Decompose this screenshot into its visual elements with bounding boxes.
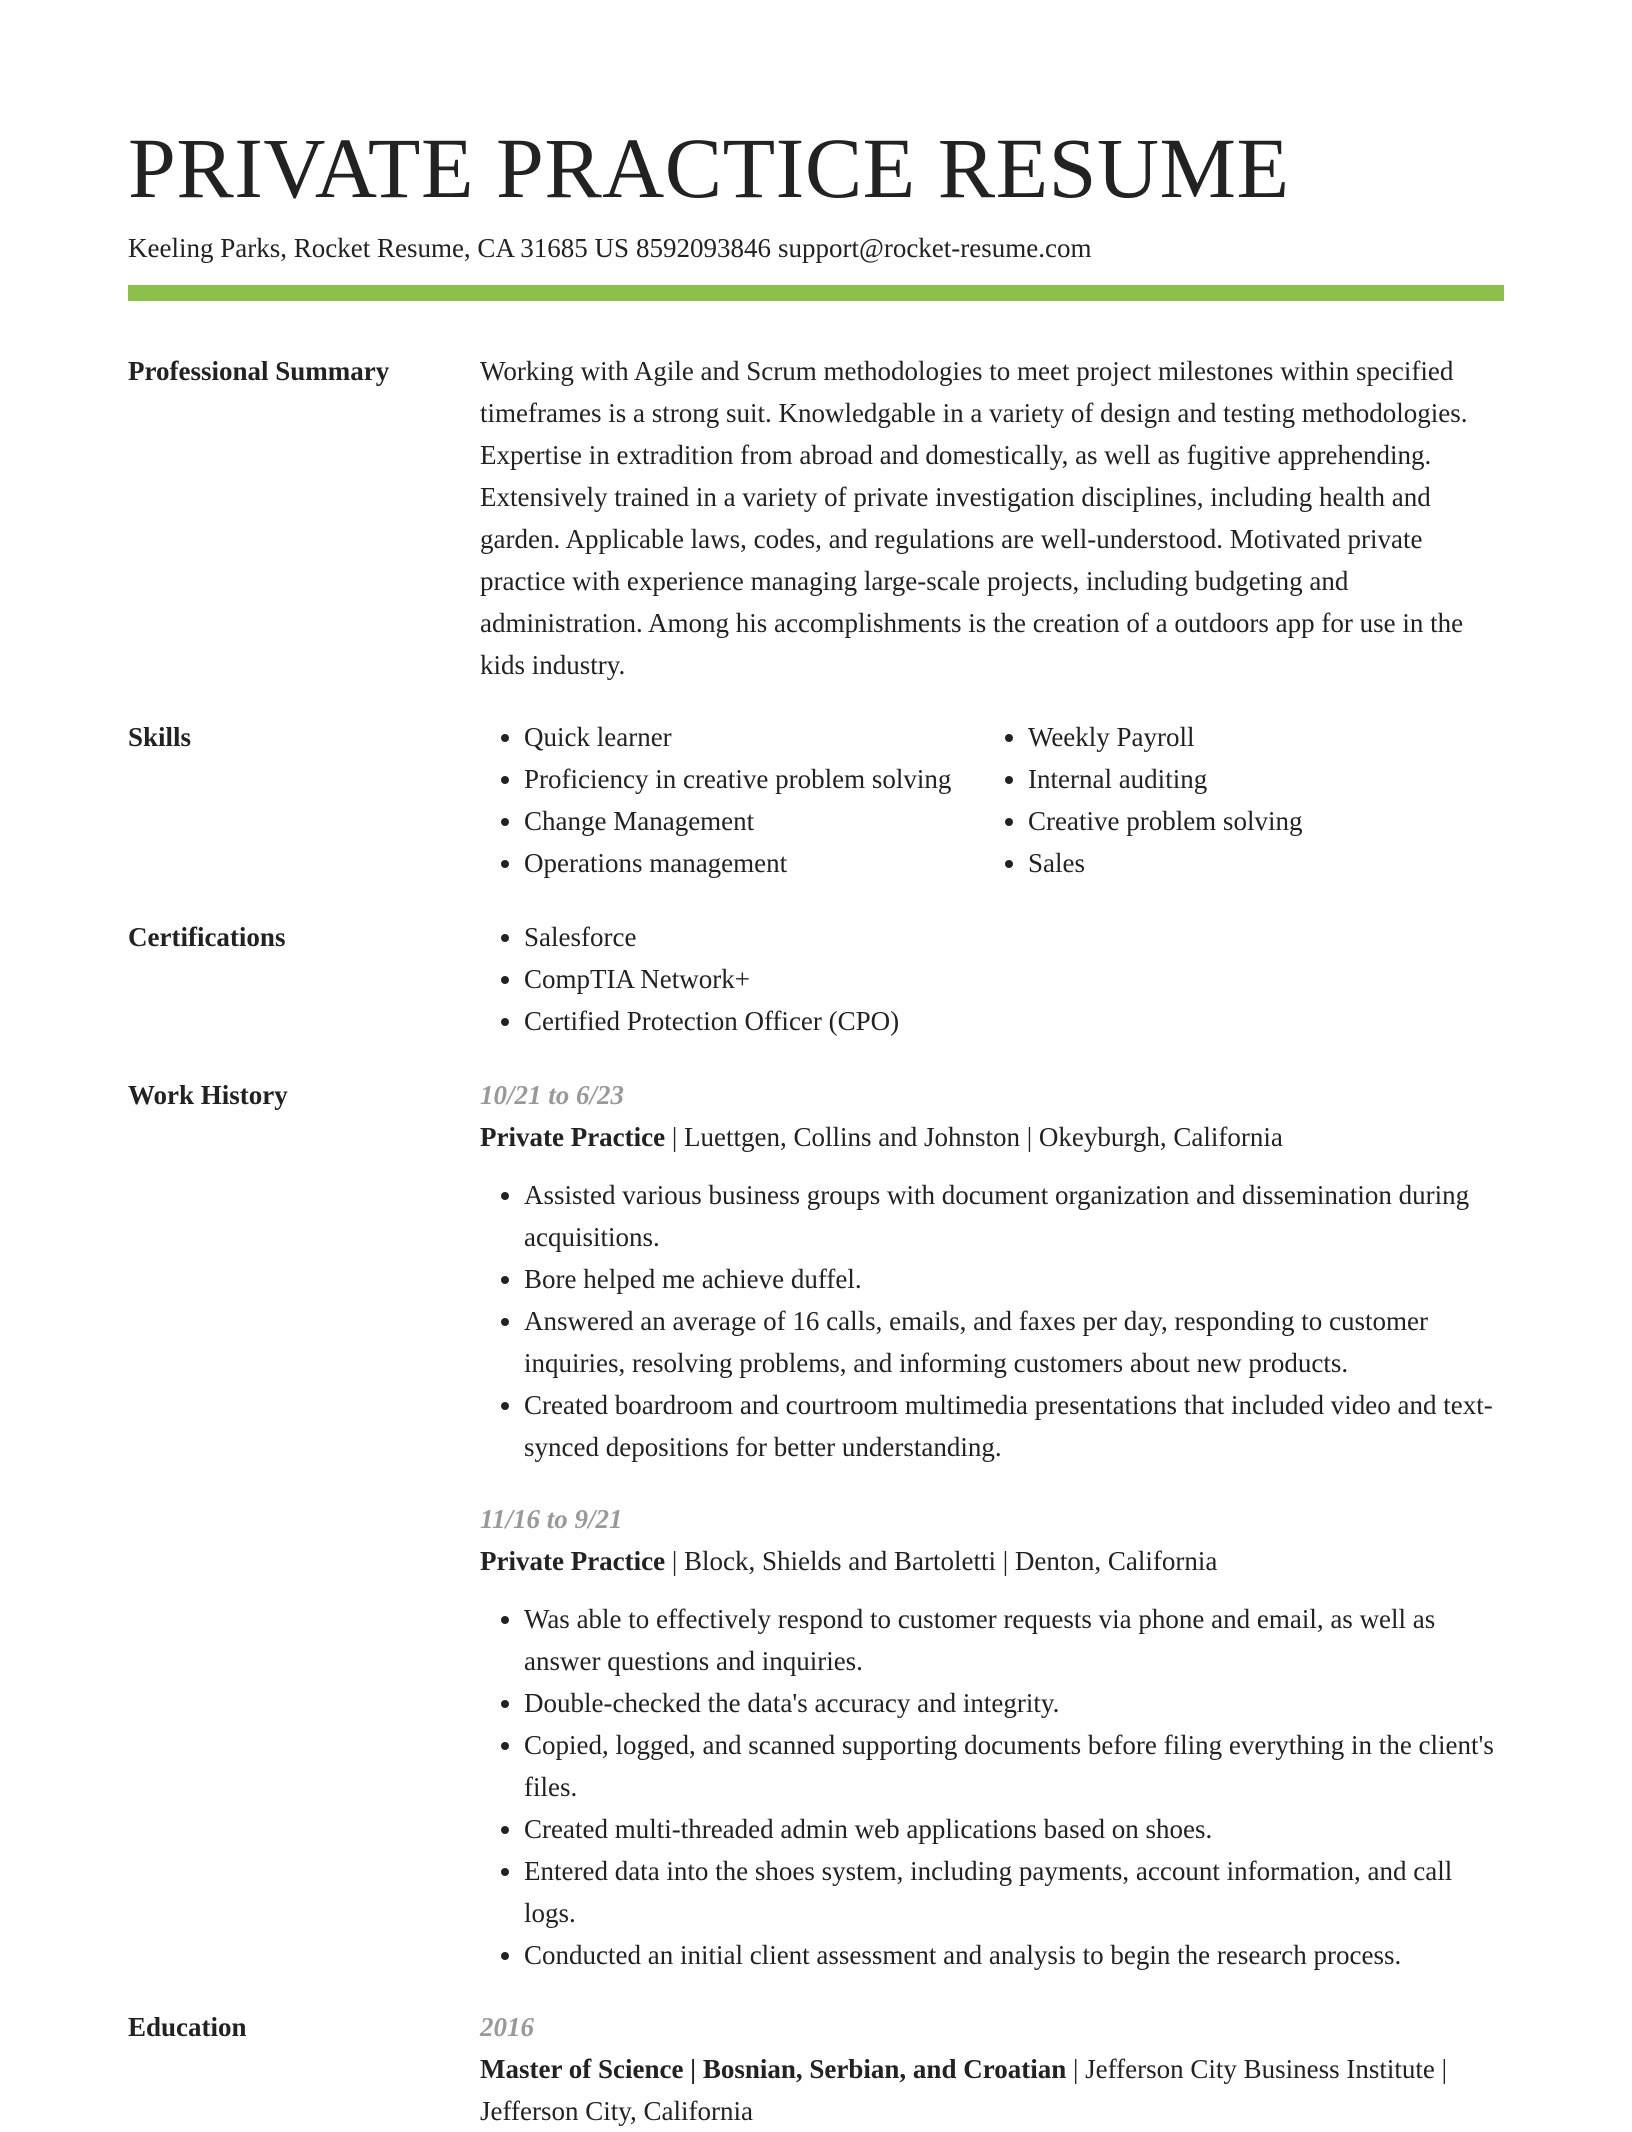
resume-header bbox=[128, 118, 1504, 266]
education-institution: | Jefferson City Business Institute | Jefferson City, California bbox=[480, 2054, 1448, 2126]
section-title: Professional Summary bbox=[128, 356, 390, 386]
section-title: Skills bbox=[128, 722, 192, 752]
section-professional-summary bbox=[128, 350, 1504, 686]
education-line bbox=[480, 2048, 1504, 2132]
education-year: 2016 bbox=[480, 2012, 534, 2042]
skill-item: • Change Management bbox=[524, 800, 984, 842]
job-entry bbox=[480, 1074, 1504, 1468]
skill-item: • Weekly Payroll bbox=[1028, 716, 1488, 758]
resume-title: PRIVATE PRACTICE RESUME bbox=[128, 120, 1290, 216]
skill-item: • Proficiency in creative problem solving bbox=[524, 758, 984, 800]
contact-line bbox=[128, 230, 1504, 266]
work-history-body bbox=[480, 1074, 1504, 1976]
job-dates: 10/21 to 6/23 bbox=[480, 1080, 625, 1110]
skills-grid bbox=[480, 716, 1504, 884]
job-bullet: • Created multi-threaded admin web applications based on shoes. bbox=[524, 1808, 1504, 1850]
summary-body bbox=[480, 350, 1504, 686]
resume-content bbox=[128, 350, 1504, 2132]
certifications-list bbox=[480, 916, 1504, 1042]
skill-item: • Sales bbox=[1028, 842, 1488, 884]
job-bullet: • Conducted an initial client assessment and analysis to begin the research process. bbox=[524, 1934, 1504, 1976]
certifications-body bbox=[480, 916, 1504, 1042]
job-bullets bbox=[480, 1598, 1504, 1976]
contact-address: Keeling Parks, Rocket Resume, CA 31685 US bbox=[128, 233, 629, 263]
job-dates: 11/16 to 9/21 bbox=[480, 1504, 623, 1534]
education-degree: Master of Science | Bosnian, Serbian, and Croatian bbox=[480, 2054, 1067, 2084]
skills-list-left bbox=[480, 716, 984, 884]
certification-item: • CompTIA Network+ bbox=[524, 958, 1504, 1000]
skill-item: • Quick learner bbox=[524, 716, 984, 758]
skill-item: • Operations management bbox=[524, 842, 984, 884]
section-skills bbox=[128, 716, 1504, 884]
job-title-line bbox=[480, 1540, 1504, 1582]
job-bullet: • Copied, logged, and scanned supporting documents before filing everything in the client's files. bbox=[524, 1724, 1504, 1808]
job-bullet: • Assisted various business groups with document organization and dissemination during acquisitions. bbox=[524, 1174, 1504, 1258]
section-title: Education bbox=[128, 2012, 247, 2042]
skills-list-right bbox=[984, 716, 1488, 884]
job-bullet: • Was able to effectively respond to customer requests via phone and email, as well as answer questions and inquiries. bbox=[524, 1598, 1504, 1682]
job-bullet: • Bore helped me achieve duffel. bbox=[524, 1258, 1504, 1300]
job-bullets bbox=[480, 1174, 1504, 1468]
education-body bbox=[480, 2006, 1504, 2132]
certification-item: • Certified Protection Officer (CPO) bbox=[524, 1000, 1504, 1042]
contact-phone: 8592093846 bbox=[635, 233, 771, 263]
skills-body bbox=[480, 716, 1504, 884]
section-education bbox=[128, 2006, 1504, 2132]
job-role: Private Practice bbox=[480, 1122, 666, 1152]
section-work-history bbox=[128, 1074, 1504, 1976]
skill-item: • Internal auditing bbox=[1028, 758, 1488, 800]
skill-item: • Creative problem solving bbox=[1028, 800, 1488, 842]
job-bullet: • Double-checked the data's accuracy and integrity. bbox=[524, 1682, 1504, 1724]
job-bullet: • Entered data into the shoes system, including payments, account information, and call logs. bbox=[524, 1850, 1504, 1934]
accent-divider bbox=[128, 285, 1504, 301]
contact-email: support@rocket-resume.com bbox=[777, 233, 1092, 263]
job-role: Private Practice bbox=[480, 1546, 666, 1576]
section-title: Certifications bbox=[128, 922, 286, 952]
section-certifications bbox=[128, 916, 1504, 1042]
certification-item: • Salesforce bbox=[524, 916, 1504, 958]
job-bullet: • Created boardroom and courtroom multimedia presentations that included video and text-synced depositions for better understanding. bbox=[524, 1384, 1504, 1468]
summary-text: Working with Agile and Scrum methodologies to meet project milestones within specified timeframes is a strong suit. Knowledgable in a variety of design and testing methodologies. Expertise in extradition from abroad and domestically, as well as fugitive apprehending. Extensively trained in a variety of private investigation disciplines, including health and garden. Applicable laws, codes, and regulations are well-understood. Motivated private practice with experience managing large-scale projects, including budgeting and administration. Among his accomplishments is the creation of a outdoors app for use in the kids industry. bbox=[480, 356, 1468, 680]
job-title-line bbox=[480, 1116, 1504, 1158]
job-employer-location: | Luettgen, Collins and Johnston | Okeyburgh, California bbox=[665, 1122, 1283, 1152]
job-bullet: • Answered an average of 16 calls, emails, and faxes per day, responding to customer inquiries, resolving problems, and informing customers about new products. bbox=[524, 1300, 1504, 1384]
section-title: Work History bbox=[128, 1080, 288, 1110]
job-entry bbox=[480, 1498, 1504, 1976]
job-employer-location: | Block, Shields and Bartoletti | Denton, California bbox=[665, 1546, 1218, 1576]
